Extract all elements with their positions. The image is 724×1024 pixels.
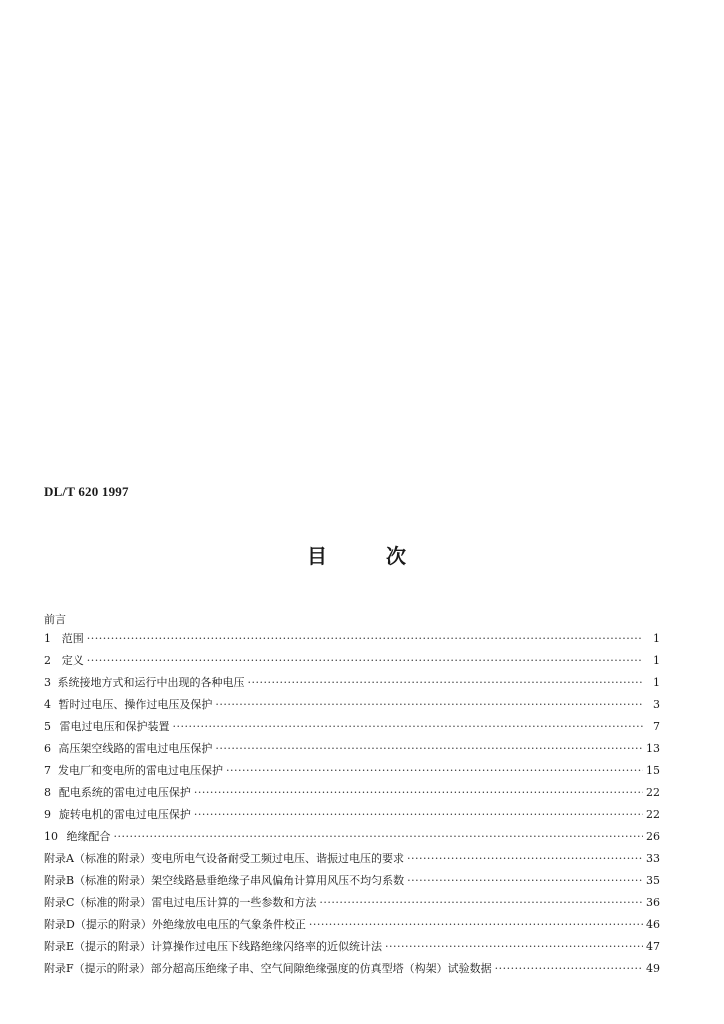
toc-appendix-title: 变电所电气设备耐受工频过电压、谐振过电压的要求: [150, 852, 404, 865]
toc-entry-title: 范围: [61, 632, 84, 645]
toc-entry-page: 22: [646, 786, 660, 799]
toc-entry-number: 7: [44, 764, 51, 777]
toc-leader-dots: [215, 738, 643, 760]
toc-appendix-title: 架空线路悬垂绝缘子串风偏角计算用风压不均匀系数: [151, 874, 405, 887]
toc-appendix-title: 计算操作过电压下线路绝缘闪络率的近似统计法: [151, 940, 383, 953]
toc-entry[interactable]: [44, 804, 660, 826]
toc-leader-dots: [495, 958, 643, 980]
toc-appendix-entry[interactable]: [44, 870, 660, 892]
toc-entry[interactable]: [44, 782, 660, 804]
toc-appendix-label: 附录E（提示的附录）: [44, 940, 152, 953]
toc-entry[interactable]: [44, 738, 660, 760]
toc-entry-number: 10: [44, 830, 58, 843]
toc-entry-number: 8: [44, 786, 51, 799]
toc-leader-dots: [87, 628, 643, 650]
toc-entry-page: 1: [653, 676, 660, 689]
toc-entry[interactable]: [44, 650, 660, 672]
toc-entry[interactable]: [44, 716, 660, 738]
toc-leader-dots: [194, 782, 643, 804]
toc-entry-number: 6: [44, 742, 51, 755]
title-char-2: 次: [386, 544, 406, 568]
toc-entry[interactable]: [44, 760, 660, 782]
toc-appendix-page: 47: [646, 940, 660, 953]
toc-entry-page: 26: [646, 830, 660, 843]
toc-entry-page: 7: [653, 720, 660, 733]
toc-entry-number: 3: [44, 676, 51, 689]
toc-entry-title: 暂时过电压、操作过电压及保护: [58, 698, 213, 711]
toc-appendix-entry[interactable]: [44, 936, 660, 958]
toc-appendix-label: 附录B（标准的附录）: [44, 874, 152, 887]
toc-appendix-label: 附录F（提示的附录）: [44, 962, 151, 975]
toc-appendix-entry[interactable]: [44, 958, 660, 980]
toc-entry-title: 发电厂和变电所的雷电过电压保护: [58, 764, 224, 777]
toc-leader-dots: [385, 936, 643, 958]
toc-leader-dots: [319, 892, 643, 914]
toc-leader-dots: [215, 694, 643, 716]
toc-appendix-entry[interactable]: [44, 914, 660, 936]
toc-preface[interactable]: 前言: [44, 613, 66, 626]
toc-entry-number: 4: [44, 698, 51, 711]
toc-entry[interactable]: [44, 826, 660, 848]
table-of-contents: [44, 612, 660, 980]
toc-entry-page: 15: [646, 764, 660, 777]
toc-entry-title: 雷电过电压和保护装置: [59, 720, 170, 733]
toc-entry-title: 定义: [61, 654, 84, 667]
toc-entry-title: 配电系统的雷电过电压保护: [58, 786, 191, 799]
toc-leader-dots: [87, 650, 643, 672]
toc-leader-dots: [194, 804, 643, 826]
toc-leader-dots: [309, 914, 643, 936]
toc-leader-dots: [247, 672, 643, 694]
toc-entry-title: 旋转电机的雷电过电压保护: [58, 808, 191, 821]
toc-appendix-page: 33: [646, 852, 660, 865]
toc-entry[interactable]: [44, 628, 660, 650]
toc-appendix-page: 36: [646, 896, 660, 909]
toc-entry-title: 高压架空线路的雷电过电压保护: [58, 742, 213, 755]
toc-leader-dots: [407, 848, 643, 870]
toc-entry-number: 2: [44, 654, 51, 667]
toc-entry-page: 1: [653, 654, 660, 667]
toc-entry-page: 3: [653, 698, 660, 711]
toc-appendix-label: 附录C（标准的附录）: [44, 896, 152, 909]
toc-entry-number: 9: [44, 808, 51, 821]
toc-appendix-label: 附录A（标准的附录）: [44, 852, 151, 865]
standard-code: DL/T 620 1997: [44, 484, 129, 499]
toc-leader-dots: [407, 870, 643, 892]
toc-entry[interactable]: [44, 694, 660, 716]
toc-appendix-page: 49: [646, 962, 660, 975]
page-title: [0, 540, 724, 566]
toc-leader-dots: [226, 760, 643, 782]
toc-entry[interactable]: [44, 672, 660, 694]
toc-leader-dots: [172, 716, 643, 738]
toc-leader-dots: [113, 826, 643, 848]
toc-entry-title: 系统接地方式和运行中出现的各种电压: [57, 676, 245, 689]
toc-appendix-title: 部分超高压绝缘子串、空气间隙绝缘强度的仿真型塔（构架）试验数据: [150, 962, 492, 975]
toc-appendix-page: 46: [646, 918, 660, 931]
toc-appendix-label: 附录D（提示的附录）: [44, 918, 152, 931]
toc-appendix-page: 35: [646, 874, 660, 887]
toc-entry-number: 5: [44, 720, 51, 733]
toc-appendix-entry[interactable]: [44, 892, 660, 914]
toc-appendix-entry[interactable]: [44, 848, 660, 870]
toc-entry-page: 13: [646, 742, 660, 755]
toc-entry-page: 22: [646, 808, 660, 821]
toc-entry-number: 1: [44, 632, 51, 645]
toc-appendix-title: 外绝缘放电电压的气象条件校正: [151, 918, 306, 931]
toc-appendix-title: 雷电过电压计算的一些参数和方法: [151, 896, 317, 909]
toc-entry-page: 1: [653, 632, 660, 645]
toc-entry-title: 绝缘配合: [66, 830, 111, 843]
title-char-1: 目: [307, 544, 327, 568]
